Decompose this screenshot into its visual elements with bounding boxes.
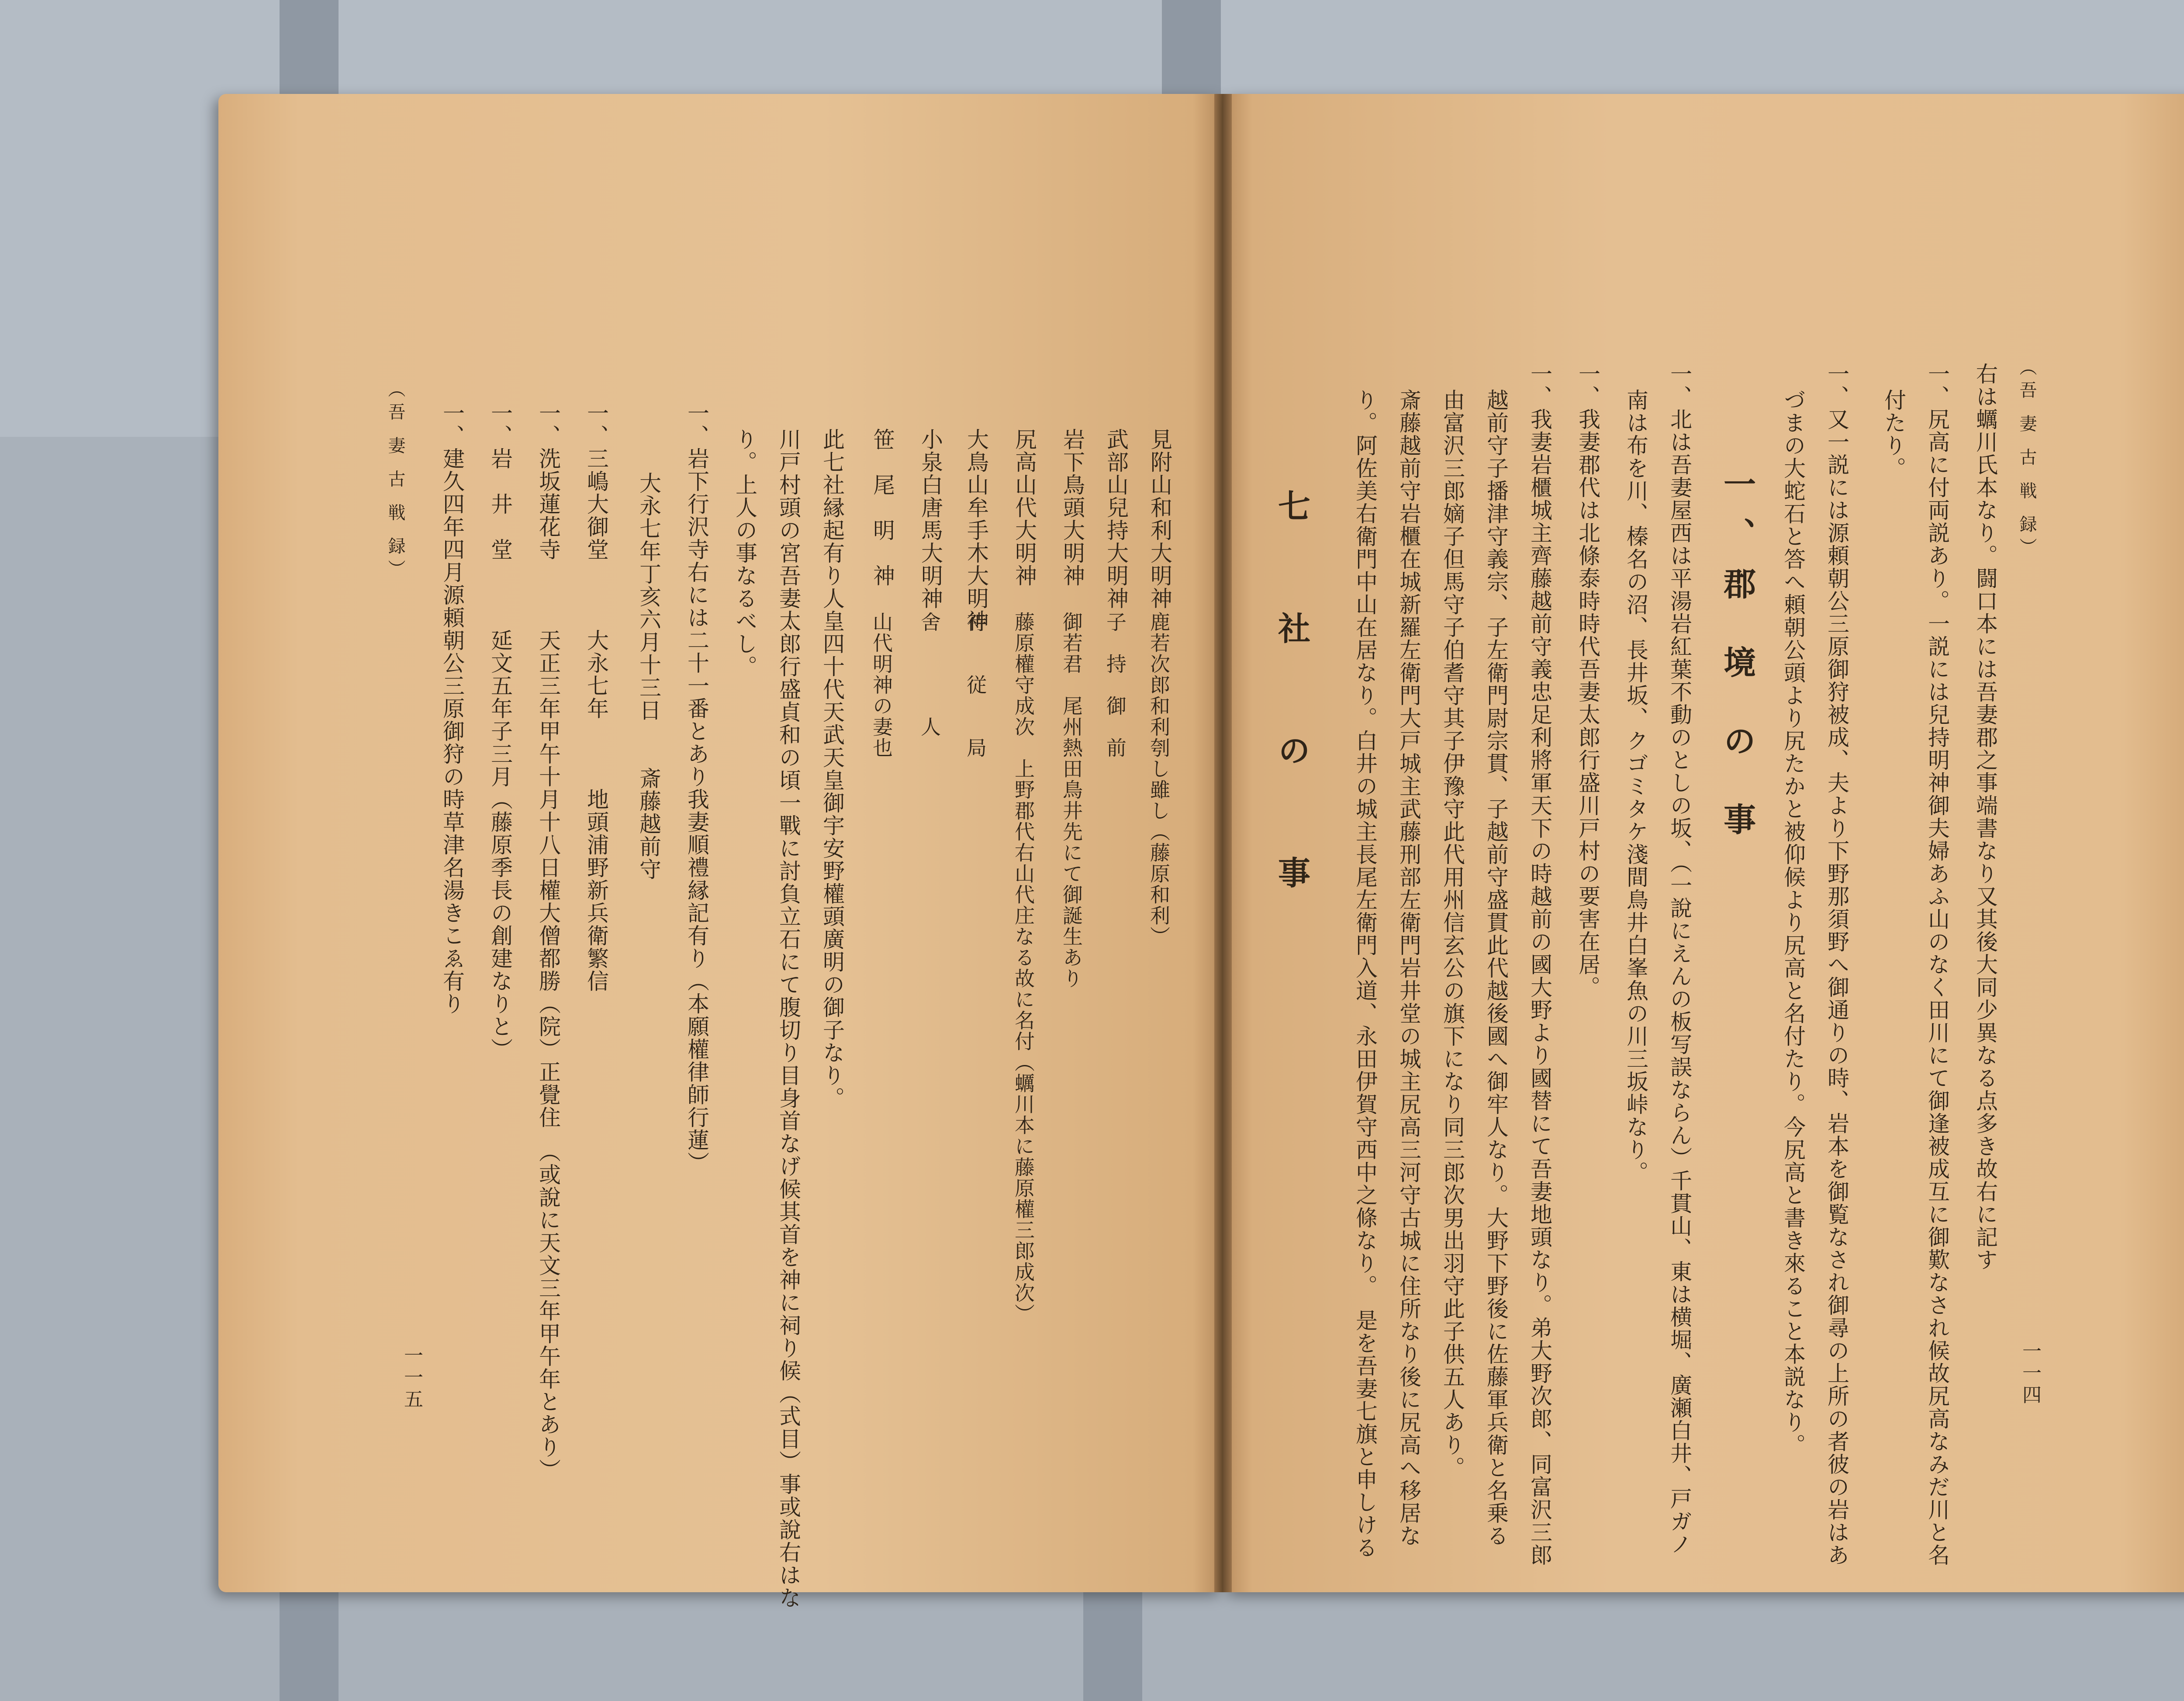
- shrine-name: 笹 尾 明 神: [870, 428, 895, 587]
- right-page-header: （吾 妻 古 戦 録）: [2017, 358, 2037, 560]
- background-strip-bottom: [1083, 1590, 1142, 1701]
- text-line: 一、岩下行沢寺右には二十一番とあり我妻順禮縁記有り（本願權律師行蓮）: [684, 402, 709, 1174]
- text-line: 一、建久四年四月源頼朝公三原御狩の時草津名湯きこゑ有り: [439, 402, 465, 1015]
- text-line: 由富沢三郎嫡子但馬守子伯耆守其子伊豫守此代用州信玄公の旗下になり同三郎次男出羽守此子供五人あり。: [1440, 389, 1465, 1479]
- shrine-note: 待 従 局: [964, 612, 987, 758]
- shrine-name: 小泉白唐馬大明神: [918, 428, 943, 610]
- right-page-number: 一一四: [2019, 1341, 2041, 1407]
- left-page-number: 一一五: [401, 1345, 423, 1411]
- text-line: 此七社縁起有り人皇四十代天武天皇御宇安野權頭廣明の御子なり。: [819, 428, 845, 1110]
- text-line: 右は蠣川氏本なり。闘口本には吾妻郡之事端書なり又其後大同少異なる点多き故右に記す: [1973, 363, 1998, 1271]
- text-line: 越前守子播津守義宗、子左衛門尉宗貫、子越前守盛貫此代越後國へ御牢人なり。大野下野後に佐藤軍兵衛と名乗る: [1483, 389, 1509, 1547]
- text-line: 一、洗坂蓮花寺 天正三年甲午十月十八日權大僧都勝（院）正覺住 （或說に天文三年甲午年とあり）: [536, 402, 561, 1481]
- text-line: り。上人の事なるべし。: [732, 428, 757, 678]
- shrine-note: 御若君 尾州熱田鳥井先にて御誕生あり: [1060, 612, 1083, 989]
- shrine-note: 山代明神の妻也: [870, 612, 893, 758]
- shrine-note: 子 持 御 前: [1103, 612, 1127, 758]
- shrine-note: 舍 人: [918, 612, 941, 737]
- shrine-name: 大鳥山牟手木大明神: [964, 428, 989, 633]
- text-line: づまの大蛇石と答へ頼朝公頭より尻たかと被仰候より尻高と名付たり。今尻高と書き來ること本説なり。: [1780, 389, 1806, 1456]
- book-gutter: [1214, 94, 1232, 1592]
- section-title-gunkyo: 一、郡 境 の 事: [1718, 467, 1756, 853]
- shrine-name: 岩下鳥頭大明神: [1060, 428, 1085, 587]
- text-line: 南は布を川、榛名の沼、長井坂、クゴミタケ淺間鳥井白峯魚の川三坂峠なり。: [1623, 389, 1648, 1184]
- text-line: 一、岩 井 堂 延文五年子三月（藤原季長の創建なりと）: [487, 402, 513, 1061]
- left-page-footer-header: （吾 妻 古 戦 録）: [385, 380, 405, 582]
- text-line: 一、又一説には源頼朝公三原御狩被成、夫より下野那須野へ御通りの時、岩本を御覧なされ御尋の上所の者彼の岩はあ: [1824, 363, 1849, 1566]
- text-line: 川戸村頭の宮吾妻太郎行盛貞和の頃一戰に討負立石にて腹切り目身首なげ候其首を神に祠り候（式目）事或說右はな: [776, 428, 801, 1609]
- text-line: 一、尻高に付両説あり。一説には兒持明神御夫婦あふ山のなく田川にて御逢被成互に御歎なされ候故尻高なみだ川と名: [1925, 363, 1950, 1566]
- shrine-name: 武部山兒持大明神: [1103, 428, 1129, 610]
- text-line: 斎藤越前守岩櫃在城新羅左衛門大戸城主武藤刑部左衛門岩井堂の城主尻高三河守古城に住所なり後に尻高へ移居な: [1396, 389, 1421, 1547]
- text-line: 一、北は吾妻屋西は平湯岩紅葉不動のとしの坂、（一說にえんの板写誤ならん）千貫山、東は横堀、廣瀬白井、戸ガノ: [1667, 363, 1692, 1556]
- shrine-name: 尻高山代大明神: [1012, 428, 1037, 587]
- text-line: 大永七年丁亥六月十三日 斎藤越前守: [636, 472, 661, 881]
- shrine-note: 鹿若次郎和利刳し雖し（藤原和利）: [1147, 612, 1171, 947]
- text-line: 付たり。: [1881, 389, 1906, 480]
- section-title-shichisha: 七 社 の 事: [1273, 489, 1310, 928]
- shrine-name: 見附山和利大明神: [1147, 428, 1172, 610]
- text-line: り。阿佐美右衛門中山在居なり。白井の城主長尾左衛門入道、永田伊賀守西中之條なり。 是を吾妻七旗と申しける: [1352, 389, 1378, 1559]
- text-line: 一、我妻郡代は北條泰時時代吾妻太郎行盛川戸村の要害在居。: [1575, 363, 1600, 999]
- text-line: 一、三嶋大御堂 大永七年 地頭浦野新兵衛繁信: [584, 402, 609, 992]
- text-line: 一、我妻岩櫃城主齊藤越前守義忠足利將軍天下の時越前の國大野より國替にて吾妻地頭なり。弟大野次郎、同富沢三郎: [1527, 363, 1552, 1566]
- shrine-note: 藤原權守成次 上野郡代右山代庄なる故に名付（蠣川本に藤原權三郎成次）: [1012, 612, 1035, 1324]
